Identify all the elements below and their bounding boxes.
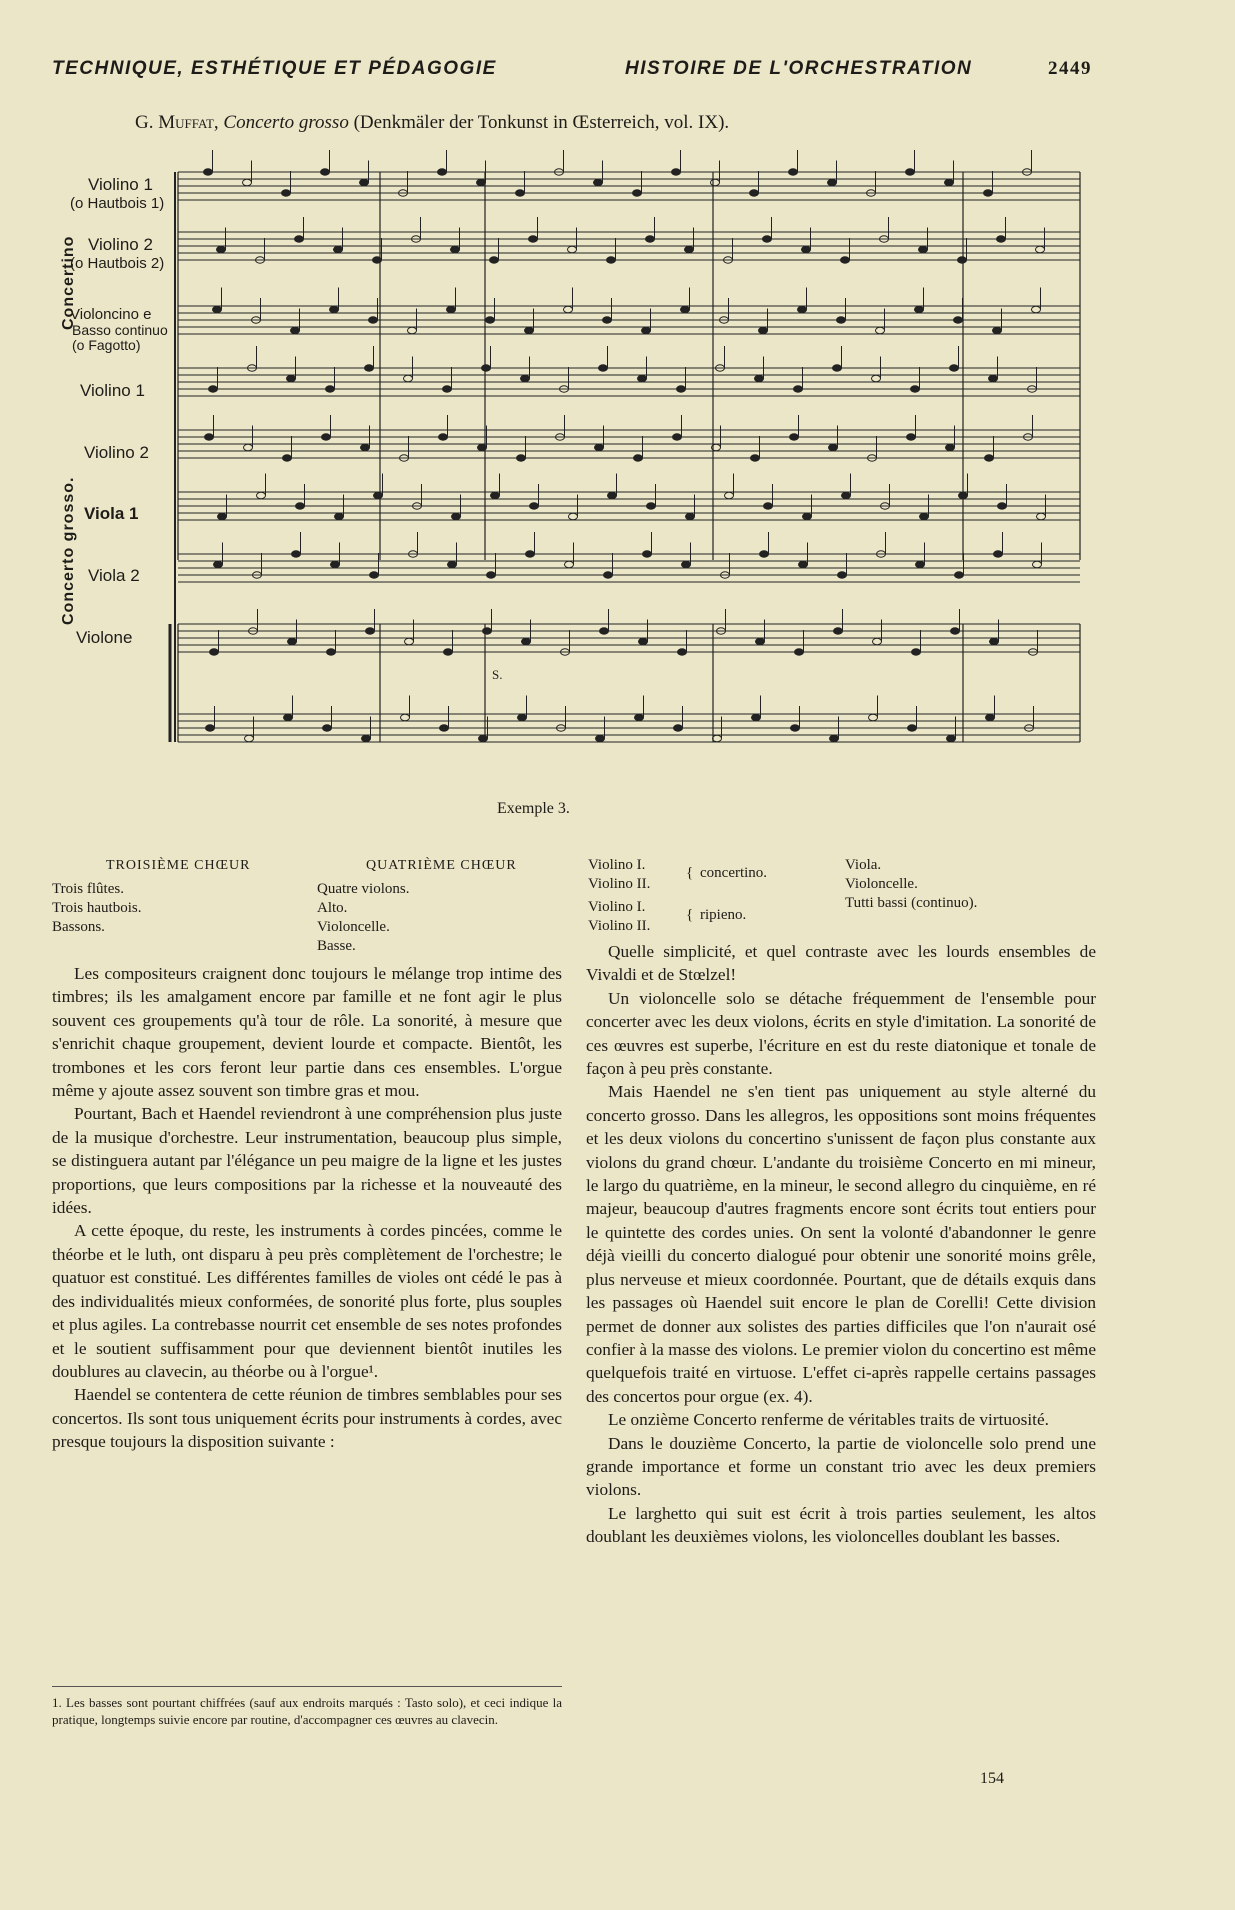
- note-head: [569, 513, 578, 519]
- paragraph: Mais Haendel ne s'en tient pas uniquement au style alterné du concerto grosso. Dans les allegros, les oppositions sont moins fréquentes et les deux violons du concertino s'unissent de façon plus constante aux violons du grand chœur. L'andante du troisième Concerto en mi mineur, le largo du quatrième, en la mineur, le second allegro du cinquième, en ré majeur, beaucoup d'autres fragments encore sont écrits tout entiers pour le quintette des cordes unies. On sent la volonté d'abandonner le genre déjà vieilli du concerto dialogué pour obtenir une sonorité moins grêle, plus nerveuse et mieux coordonnée. Pourtant, que de détails exquis dans les passages où Haendel suit encore le plan de Corelli! Cette division permet de donner aux solistes des parties difficiles que l'on n'aurait osé confier à la masse des violons. Le premier violon du concertino est même quelquefois traité en virtuose. L'effet ci-après rappelle certains passages des concertos pour orgue (ex. 4).: [586, 1082, 1096, 1406]
- note-head: [564, 306, 573, 312]
- paragraph: Pourtant, Bach et Haendel reviendront à une compréhension plus juste de la musique d'orchestre. Leur instrumentation, beaucoup plus simple, se distinguera autant par l'élégance un peu maigre de la ligne et les justes proportions, que leurs compositions par la richesse et la nouveauté des idées.: [52, 1104, 562, 1218]
- note-head: [638, 375, 647, 381]
- note-head: [243, 179, 252, 185]
- note-head: [998, 503, 1007, 509]
- staff-lines: [170, 172, 1080, 742]
- note-head: [876, 327, 885, 333]
- running-header-left: TECHNIQUE, ESTHÉTIQUE ET PÉDAGOGIE: [52, 58, 497, 79]
- note-head: [205, 434, 214, 440]
- paragraph: Le larghetto qui suit est écrit à trois parties seulement, les altos doublant les deuxièmes violons, les violoncelles doublant les basses.: [586, 1503, 1096, 1547]
- note-head: [646, 236, 655, 242]
- note-head: [750, 190, 759, 196]
- note-head: [759, 327, 768, 333]
- note-head: [911, 386, 920, 392]
- note-head: [634, 455, 643, 461]
- note-head: [677, 386, 686, 392]
- note-head: [828, 179, 837, 185]
- note-head: [959, 492, 968, 498]
- other-list: [845, 856, 977, 913]
- list-item: Violino I.: [588, 857, 646, 873]
- note-head: [447, 306, 456, 312]
- note-head: [291, 327, 300, 333]
- note-head: [830, 735, 839, 741]
- note-head: [990, 638, 999, 644]
- note-head: [873, 638, 882, 644]
- note-head: [327, 649, 336, 655]
- note-head: [335, 513, 344, 519]
- note-head: [713, 735, 722, 741]
- note-head: [257, 492, 266, 498]
- caption-source: (Denkmäler der Tonkunst in Œsterreich, vol. IX).: [353, 112, 730, 133]
- note-head: [443, 386, 452, 392]
- note-head: [789, 169, 798, 175]
- note-head: [920, 513, 929, 519]
- ripieno-list: [588, 898, 650, 936]
- note-head: [604, 572, 613, 578]
- note-head: [912, 649, 921, 655]
- left-column: [52, 962, 562, 1454]
- note-head: [477, 179, 486, 185]
- running-header-right: HISTOIRE DE L'ORCHESTRATION: [625, 58, 973, 79]
- note-head: [951, 628, 960, 634]
- note-head: [334, 246, 343, 252]
- note-head: [323, 725, 332, 731]
- ripieno-label: ripieno.: [700, 907, 747, 923]
- note-head: [210, 649, 219, 655]
- note-head: [841, 257, 850, 263]
- note-head: [438, 169, 447, 175]
- note-head: [596, 735, 605, 741]
- note-head: [491, 492, 500, 498]
- note-head: [916, 561, 925, 567]
- note-head: [448, 561, 457, 567]
- note-head: [483, 628, 492, 634]
- note-head: [526, 551, 535, 557]
- chorus4-list: [317, 880, 409, 956]
- note-head: [915, 306, 924, 312]
- right-column: [586, 940, 1096, 1549]
- note-head: [985, 455, 994, 461]
- note-head: [405, 638, 414, 644]
- paragraph: Les compositeurs craignent donc toujours le mélange trop intime des timbres; ils les amalgament encore par famille et ne font agir le plus souvent ces groupements qu'à tour de rôle. La sonorité, à mesure que s'enrichit chaque groupement, devient lourde et compacte. Bientôt, les trombones et les cors feront leur partie dans ces ensembles. L'orgue même y ajoute assez souvent son timbre gras et mou.: [52, 964, 562, 1101]
- note-head: [326, 386, 335, 392]
- paragraph: Haendel se contentera de cette réunion de timbres semblables pour ses concertos. Ils sont tous uniquement écrits pour instruments à cordes, avec presque toujours la disposition suivante :: [52, 1385, 562, 1452]
- note-head: [479, 735, 488, 741]
- note-head: [245, 735, 254, 741]
- paragraph: Dans le douzième Concerto, la partie de violoncelle solo prend une grande importance et forme un constant trio avec les deux premiers violons.: [586, 1433, 1096, 1500]
- list-item: Tutti bassi (continuo).: [845, 895, 978, 911]
- list-item: Violino II.: [588, 876, 651, 892]
- note-head: [791, 725, 800, 731]
- note-head: [361, 444, 370, 450]
- brace-ripieno: {: [686, 907, 694, 923]
- note-head: [365, 365, 374, 371]
- note-head: [525, 327, 534, 333]
- paragraph: A cette époque, du reste, les instruments à cordes pincées, comme le théorbe et le luth, ont disparu à peu près complètement de l'orchestre; le quatuor est constitué. Les différentes familles de violes ont cédé le pas à des individualités mieux conformées, de sonorité plus forte, plus souples et plus agiles. La contrebasse nourrit cet ensemble de ses notes profondes et le soutient suffisamment pour que deviennent bientôt inutiles les doublures au clavecin, au théorbe ou à l'orgue¹.: [52, 1221, 562, 1381]
- note-head: [829, 444, 838, 450]
- note-head: [955, 572, 964, 578]
- note-head: [330, 306, 339, 312]
- note-head: [362, 735, 371, 741]
- note-head: [408, 327, 417, 333]
- paragraph: Un violoncelle solo se détache fréquemment de l'ensemble pour concerter avec les deux violons, écrits en style d'imitation. La sonorité de ces œuvres est superbe, l'écriture en est du reste diatonique et tonale de façon à peu près constante.: [586, 988, 1096, 1079]
- note-head: [521, 375, 530, 381]
- note-head: [321, 169, 330, 175]
- note-head: [752, 714, 761, 720]
- note-head: [1037, 513, 1046, 519]
- note-head: [444, 649, 453, 655]
- note-head: [530, 503, 539, 509]
- note-head: [803, 513, 812, 519]
- list-item: Violoncelle.: [317, 919, 390, 935]
- note-head: [369, 317, 378, 323]
- note-head: [600, 628, 609, 634]
- note-head: [997, 236, 1006, 242]
- list-item: Basse.: [317, 938, 356, 954]
- note-head: [401, 714, 410, 720]
- note-head: [217, 246, 226, 252]
- note-head: [209, 386, 218, 392]
- note-head: [837, 317, 846, 323]
- note-head: [594, 179, 603, 185]
- note-head: [950, 365, 959, 371]
- note-head: [204, 169, 213, 175]
- note-head: [284, 714, 293, 720]
- instrument-label: Violino 2: [88, 235, 153, 254]
- note-head: [790, 434, 799, 440]
- note-head: [994, 551, 1003, 557]
- note-head: [440, 725, 449, 731]
- note-head: [486, 317, 495, 323]
- note-head: [1036, 246, 1045, 252]
- paragraph: Le onzième Concerto renferme de véritables traits de virtuosité.: [608, 1410, 1049, 1430]
- list-item: Quatre violons.: [317, 881, 410, 897]
- note-head: [452, 513, 461, 519]
- note-head: [565, 561, 574, 567]
- instrument-label: Viola 2: [88, 566, 140, 585]
- page-footer-number: 154: [980, 1770, 1004, 1787]
- note-head: [906, 169, 915, 175]
- note-head: [518, 714, 527, 720]
- note-head: [607, 257, 616, 263]
- note-head: [755, 375, 764, 381]
- caption-author: G. Muffat,: [135, 112, 219, 133]
- paragraph: Quelle simplicité, et quel contraste avec les lourds ensembles de Vivaldi et de Stœlzel!: [586, 942, 1096, 985]
- page-number-top: 2449: [1048, 58, 1092, 79]
- note-head: [986, 714, 995, 720]
- note-head: [764, 503, 773, 509]
- chorus3-list: [52, 880, 141, 937]
- instrument-label: (o Hautbois 1): [70, 195, 165, 212]
- note-head: [946, 444, 955, 450]
- brace-concertino: {: [686, 865, 694, 881]
- note-head: [370, 572, 379, 578]
- note-head: [947, 735, 956, 741]
- group-label-concerto-grosso: Concerto grosso.: [60, 476, 77, 625]
- note-head: [599, 365, 608, 371]
- instrument-label: Viola 1: [84, 504, 139, 523]
- note-head: [635, 714, 644, 720]
- note-head: [993, 327, 1002, 333]
- note-head: [678, 649, 687, 655]
- note-head: [366, 628, 375, 634]
- note-head: [1032, 306, 1041, 312]
- note-head: [292, 551, 301, 557]
- note-head: [282, 190, 291, 196]
- note-head: [945, 179, 954, 185]
- group-label-concertino: Concertino: [60, 235, 77, 330]
- music-score: [0, 0, 1235, 820]
- note-head: [798, 306, 807, 312]
- note-head: [954, 317, 963, 323]
- list-item: Violino II.: [588, 918, 651, 934]
- note-head: [799, 561, 808, 567]
- note-head: [595, 444, 604, 450]
- note-head: [603, 317, 612, 323]
- note-head: [478, 444, 487, 450]
- note-head: [296, 503, 305, 509]
- note-head: [633, 190, 642, 196]
- note-head: [673, 434, 682, 440]
- caption-work: Concerto grosso: [223, 112, 349, 133]
- note-head: [834, 628, 843, 634]
- footnote-rule: [52, 1686, 562, 1687]
- note-head: [517, 455, 526, 461]
- concertino-list: [588, 856, 650, 894]
- chorus3-title: TROISIÈME CHŒUR: [106, 858, 251, 873]
- list-item: Trois hautbois.: [52, 900, 142, 916]
- note-head: [522, 638, 531, 644]
- note-head: [206, 725, 215, 731]
- note-head: [958, 257, 967, 263]
- note-head: [674, 725, 683, 731]
- example-label: Exemple 3.: [497, 800, 570, 817]
- note-head: [794, 386, 803, 392]
- note-head: [295, 236, 304, 242]
- note-head: [756, 638, 765, 644]
- note-head: [869, 714, 878, 720]
- note-head: [516, 190, 525, 196]
- note-head: [439, 434, 448, 440]
- note-head: [482, 365, 491, 371]
- note-head: [682, 561, 691, 567]
- note-head: [244, 444, 253, 450]
- note-head: [763, 236, 772, 242]
- note-head: [984, 190, 993, 196]
- note-head: [872, 375, 881, 381]
- note-head: [647, 503, 656, 509]
- note-head: [373, 257, 382, 263]
- note-head: [686, 513, 695, 519]
- note-head: [213, 306, 222, 312]
- list-item: Violino I.: [588, 899, 646, 915]
- note-head: [529, 236, 538, 242]
- concertino-label: concertino.: [700, 865, 768, 881]
- note-head: [218, 513, 227, 519]
- instrument-label: Violone: [76, 628, 133, 647]
- note-head: [404, 375, 413, 381]
- note-head: [487, 572, 496, 578]
- instrument-label: Violino 1: [88, 175, 153, 194]
- note-head: [608, 492, 617, 498]
- note-head: [711, 179, 720, 185]
- note-head: [802, 246, 811, 252]
- list-item: Alto.: [317, 900, 348, 916]
- note-head: [760, 551, 769, 557]
- chorus4-title: QUATRIÈME CHŒUR: [366, 858, 517, 873]
- note-head: [490, 257, 499, 263]
- note-head: [288, 638, 297, 644]
- note-head: [283, 455, 292, 461]
- instrument-label: (o Hautbois 2): [70, 255, 165, 272]
- note-head: [672, 169, 681, 175]
- note-head: [725, 492, 734, 498]
- note-head: [685, 246, 694, 252]
- note-head: [751, 455, 760, 461]
- note-head: [360, 179, 369, 185]
- note-head: [568, 246, 577, 252]
- note-head: [214, 561, 223, 567]
- list-item: Viola.: [845, 857, 882, 873]
- note-head: [907, 434, 916, 440]
- note-head: [989, 375, 998, 381]
- note-head: [842, 492, 851, 498]
- instrument-label: (o Fagotto): [72, 337, 141, 353]
- note-head: [919, 246, 928, 252]
- note-head: [795, 649, 804, 655]
- note-head: [833, 365, 842, 371]
- note-head: [838, 572, 847, 578]
- list-item: Trois flûtes.: [52, 881, 124, 897]
- list-item: Bassons.: [52, 919, 105, 935]
- note-head: [908, 725, 917, 731]
- list-item: Violoncelle.: [845, 876, 918, 892]
- instrument-label: Violoncino e: [70, 306, 152, 323]
- instrument-label: Basso continuo: [72, 322, 168, 338]
- note-head: [331, 561, 340, 567]
- note-head: [639, 638, 648, 644]
- note-head: [642, 327, 651, 333]
- note-head: [374, 492, 383, 498]
- instrument-label: Violino 2: [84, 443, 149, 462]
- footnote: 1. Les basses sont pourtant chiffrées (sauf aux endroits marqués : Tasto solo), et ceci indique la pratique, longtemps suivie encore par routine, d'accompagner ces œuvres au clavecin.: [52, 1695, 562, 1727]
- instrument-label: Violino 1: [80, 381, 145, 400]
- note-head: [1033, 561, 1042, 567]
- solo-mark: S.: [492, 667, 503, 682]
- note-head: [451, 246, 460, 252]
- note-head: [681, 306, 690, 312]
- note-head: [322, 434, 331, 440]
- note-head: [643, 551, 652, 557]
- note-head: [287, 375, 296, 381]
